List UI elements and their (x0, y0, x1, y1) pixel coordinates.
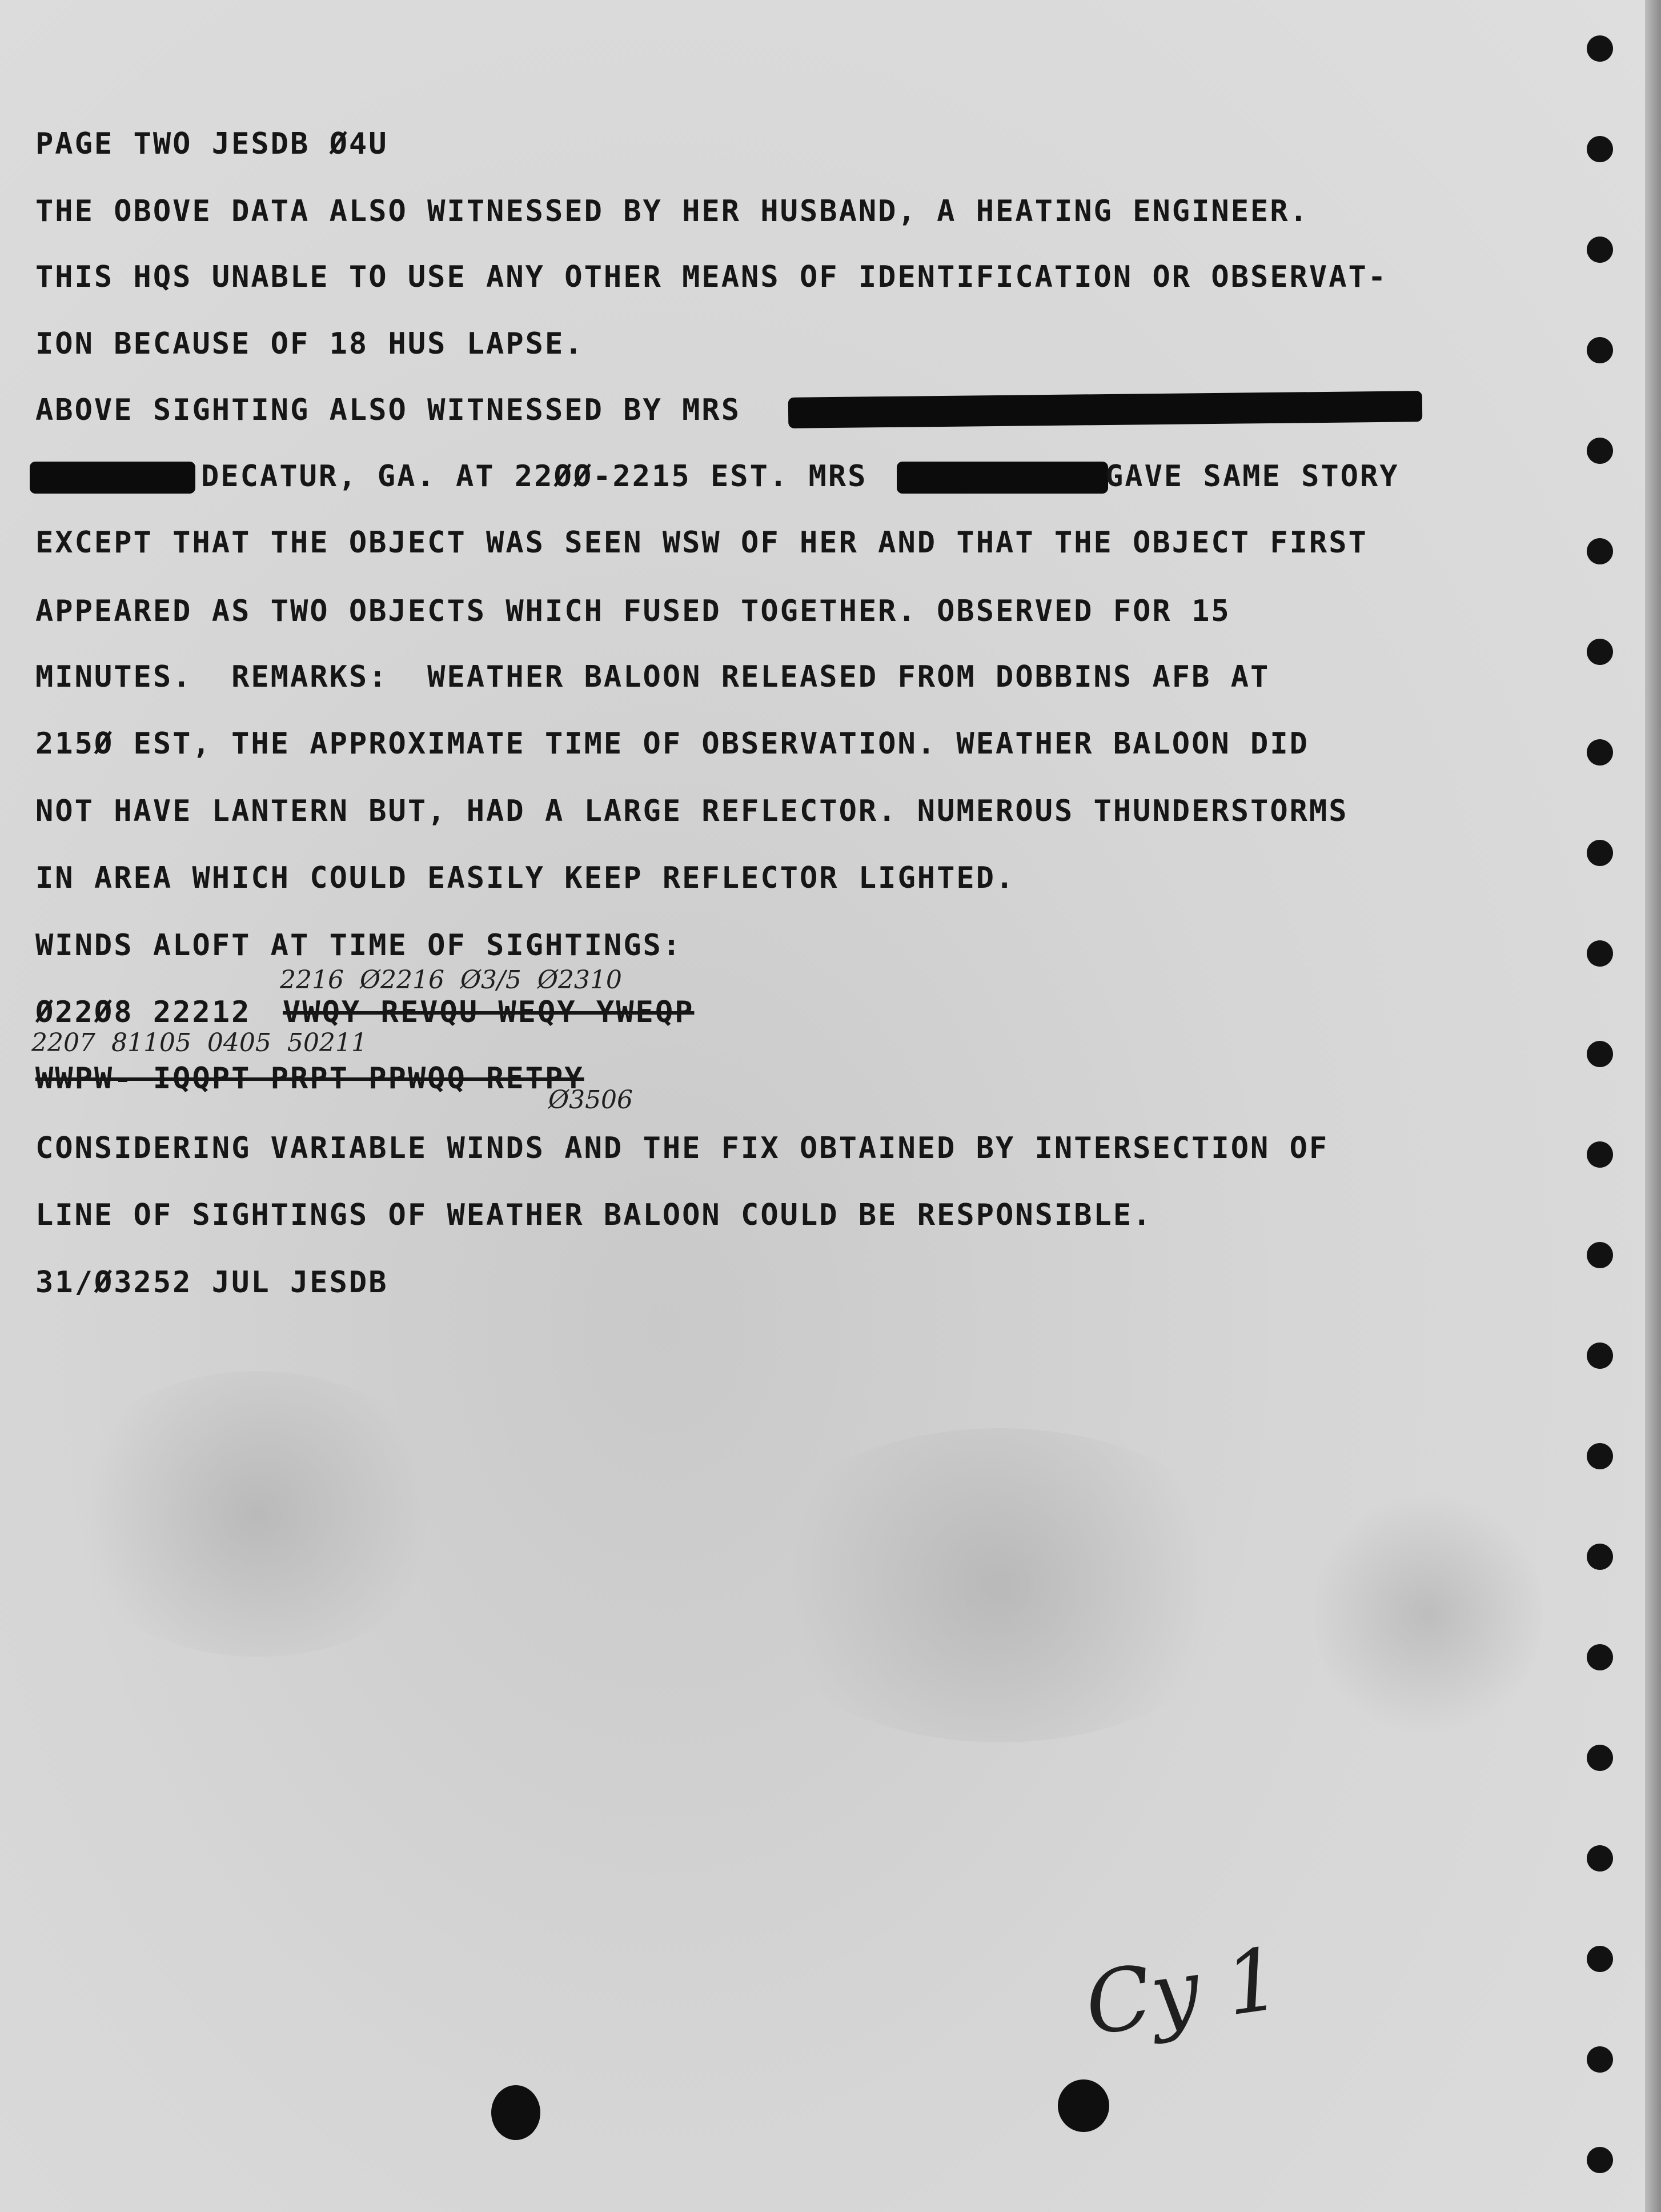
text-line: Ø22Ø8 22212 (35, 995, 251, 1029)
text-line: THE OBOVE DATA ALSO WITNESSED BY HER HUSBAND, A HEATING ENGINEER. (35, 194, 1309, 229)
feed-hole (1587, 1644, 1613, 1670)
feed-hole (1587, 35, 1613, 62)
text-line: 215Ø EST, THE APPROXIMATE TIME OF OBSERVATION. WEATHER BALOON DID (35, 727, 1309, 761)
feed-hole (1587, 136, 1613, 162)
feed-hole (1587, 237, 1613, 263)
punch-mark (1058, 2079, 1109, 2132)
text-line: CONSIDERING VARIABLE WINDS AND THE FIX OBTAINED BY INTERSECTION OF (35, 1131, 1329, 1165)
redaction-bar (788, 391, 1423, 428)
text-line: ION BECAUSE OF 18 HUS LAPSE. (35, 327, 584, 361)
text-line: WINDS ALOFT AT TIME OF SIGHTINGS: (35, 928, 683, 963)
text-line: THIS HQS UNABLE TO USE ANY OTHER MEANS OF IDENTIFICATION OR OBSERVAT- (35, 260, 1388, 294)
struck-text: WWPW- IQQPT PRPT PPWQQ RETPY (35, 1061, 584, 1096)
handwritten-correction: 2216 Ø2216 Ø3/5 Ø2310 (280, 965, 622, 995)
handwritten-correction: 2207 81105 0405 50211 (31, 1028, 367, 1057)
feed-hole (1587, 940, 1613, 967)
smudge (1314, 1485, 1542, 1742)
redaction-bar (897, 462, 1108, 494)
text-line: APPEARED AS TWO OBJECTS WHICH FUSED TOGETHER. OBSERVED FOR 15 (35, 594, 1231, 628)
feed-hole (1587, 1443, 1613, 1469)
smudge (57, 1371, 457, 1657)
feed-hole (1587, 2147, 1613, 2173)
feed-hole (1587, 1141, 1613, 1168)
feed-hole (1587, 1845, 1613, 1872)
smudge (743, 1428, 1257, 1742)
page-edge (1645, 0, 1661, 2212)
feed-hole (1587, 639, 1613, 665)
feed-hole (1587, 2046, 1613, 2073)
handwritten-correction: Ø3506 (548, 1085, 633, 1115)
feed-hole (1587, 1544, 1613, 1570)
text-line: GAVE SAME STORY (1105, 459, 1399, 494)
text-line: PAGE TWO JESDB Ø4U (35, 127, 388, 161)
text-line: NOT HAVE LANTERN BUT, HAD A LARGE REFLECTOR. NUMEROUS THUNDERSTORMS (35, 794, 1349, 828)
text-line: IN AREA WHICH COULD EASILY KEEP REFLECTOR LIGHTED. (35, 861, 1016, 895)
feed-hole (1587, 337, 1613, 363)
feed-hole (1587, 1946, 1613, 1972)
feed-hole (1587, 1343, 1613, 1369)
text-line: MINUTES. REMARKS: WEATHER BALOON RELEASED FROM DOBBINS AFB AT (35, 660, 1270, 694)
feed-hole (1587, 538, 1613, 564)
feed-hole (1587, 1745, 1613, 1771)
feed-hole (1587, 1242, 1613, 1268)
handwritten-signature: Cy 1 (1079, 1929, 1287, 2055)
text-line: EXCEPT THAT THE OBJECT WAS SEEN WSW OF HER AND THAT THE OBJECT FIRST (35, 526, 1368, 560)
feed-hole (1587, 840, 1613, 866)
punch-mark (491, 2085, 540, 2140)
struck-text: VWQY REVQU WEQY YWEQP (283, 995, 695, 1029)
redaction-bar (30, 462, 195, 494)
feed-hole (1587, 739, 1613, 766)
text-line: LINE OF SIGHTINGS OF WEATHER BALOON COULD BE RESPONSIBLE. (35, 1198, 1153, 1232)
text-line: 31/Ø3252 JUL JESDB (35, 1265, 388, 1300)
feed-hole (1587, 1041, 1613, 1067)
text-line: DECATUR, GA. AT 22ØØ-2215 EST. MRS (201, 459, 868, 494)
text-line: ABOVE SIGHTING ALSO WITNESSED BY MRS (35, 393, 741, 427)
feed-hole (1587, 438, 1613, 464)
